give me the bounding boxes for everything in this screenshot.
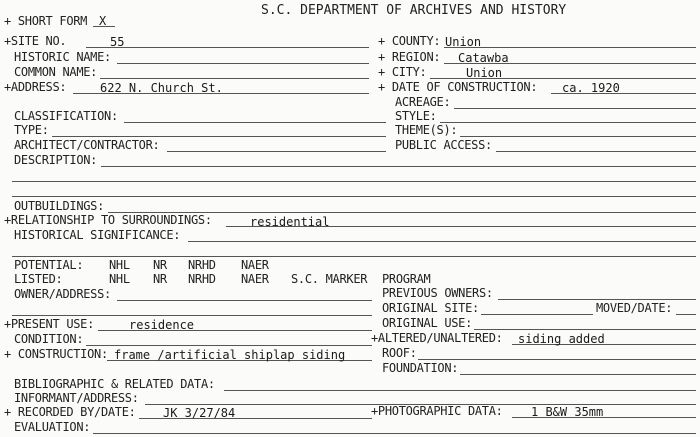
style-label: STYLE: bbox=[395, 109, 437, 123]
city-label: + CITY: bbox=[378, 65, 427, 79]
acreage-label: ACREAGE: bbox=[395, 95, 451, 109]
original-use-line bbox=[474, 329, 696, 330]
type-label: TYPE: bbox=[14, 123, 49, 137]
recorded-by-value: JK 3/27/84 bbox=[163, 406, 236, 420]
historical-significance-line-2 bbox=[12, 256, 696, 257]
original-use-label: ORIGINAL USE: bbox=[382, 316, 473, 330]
address-label: +ADDRESS: bbox=[4, 80, 67, 94]
construction-label: + CONSTRUCTION: bbox=[4, 347, 108, 361]
foundation-line bbox=[460, 374, 696, 375]
historical-significance-label: HISTORICAL SIGNIFICANCE: bbox=[14, 228, 181, 242]
original-site-label: ORIGINAL SITE: bbox=[382, 301, 479, 315]
short-form-mark: X bbox=[99, 14, 107, 28]
evaluation-label: EVALUATION: bbox=[14, 420, 91, 434]
site-no-line bbox=[86, 47, 369, 48]
foundation-label: FOUNDATION: bbox=[382, 361, 459, 375]
style-line bbox=[440, 122, 696, 123]
form-title: S.C. DEPARTMENT OF ARCHIVES AND HISTORY bbox=[261, 3, 567, 18]
photographic-data-value: 1 B&W 35mm bbox=[531, 405, 604, 419]
historical-significance-line bbox=[188, 241, 696, 242]
classification-label: CLASSIFICATION: bbox=[14, 109, 118, 123]
bibliographic-label: BIBLIOGRAPHIC & RELATED DATA: bbox=[14, 377, 215, 391]
potential-label: POTENTIAL: bbox=[14, 258, 84, 272]
type-line bbox=[52, 136, 386, 137]
relationship-label: +RELATIONSHIP TO SURROUNDINGS: bbox=[4, 213, 212, 227]
owner-address-label: OWNER/ADDRESS: bbox=[14, 287, 111, 301]
acreage-line bbox=[454, 108, 696, 109]
description-line-2 bbox=[12, 181, 696, 182]
potential-nhl: NHL bbox=[109, 258, 130, 272]
evaluation-line bbox=[93, 433, 696, 434]
present-use-label: +PRESENT USE: bbox=[4, 317, 95, 331]
public-access-label: PUBLIC ACCESS: bbox=[395, 138, 492, 152]
listed-label: LISTED: bbox=[14, 272, 63, 286]
date-of-construction-label: + DATE OF CONSTRUCTION: bbox=[378, 80, 538, 94]
potential-naer: NAER bbox=[241, 258, 269, 272]
relationship-value: residential bbox=[250, 215, 330, 229]
listed-nhl: NHL bbox=[109, 272, 130, 286]
classification-line bbox=[124, 122, 386, 123]
listed-program: PROGRAM bbox=[382, 272, 431, 286]
description-line-1 bbox=[101, 166, 696, 167]
listed-nrhd: NRHD bbox=[188, 272, 216, 286]
outbuildings-label: OUTBUILDINGS: bbox=[14, 199, 105, 213]
region-label: + REGION: bbox=[378, 50, 441, 64]
roof-line bbox=[418, 359, 696, 360]
date-of-construction-value: ca. 1920 bbox=[562, 81, 620, 95]
short-form-label: + SHORT FORM bbox=[4, 14, 88, 28]
historic-name-line bbox=[117, 63, 369, 64]
county-line bbox=[444, 47, 696, 48]
condition-label: CONDITION: bbox=[14, 332, 84, 346]
listed-nr: NR bbox=[153, 272, 167, 286]
region-value: Catawba bbox=[458, 51, 509, 65]
previous-owners-line bbox=[498, 299, 696, 300]
historic-name-label: HISTORIC NAME: bbox=[14, 50, 111, 64]
potential-nrhd: NRHD bbox=[188, 258, 216, 272]
moved-date-line bbox=[676, 314, 696, 315]
moved-date-label: MOVED/DATE: bbox=[596, 301, 673, 315]
original-site-line bbox=[481, 314, 593, 315]
construction-value: frame /artificial shiplap siding bbox=[114, 348, 346, 362]
common-name-line bbox=[100, 78, 369, 79]
owner-address-line bbox=[117, 300, 372, 301]
condition-line bbox=[86, 345, 372, 346]
potential-nr: NR bbox=[153, 258, 167, 272]
owner-address-line-2 bbox=[12, 315, 372, 316]
county-value: Union bbox=[445, 35, 482, 49]
themes-line bbox=[460, 136, 696, 137]
public-access-line bbox=[496, 151, 696, 152]
previous-owners-label: PREVIOUS OWNERS: bbox=[382, 286, 493, 300]
informant-label: INFORMANT/ADDRESS: bbox=[14, 391, 139, 405]
bibliographic-line bbox=[224, 390, 696, 391]
altered-value: siding added bbox=[518, 332, 605, 346]
description-line-3 bbox=[12, 196, 696, 197]
address-value: 622 N. Church St. bbox=[100, 81, 223, 95]
common-name-label: COMMON NAME: bbox=[14, 65, 98, 79]
altered-label: +ALTERED/UNALTERED: bbox=[371, 331, 503, 345]
present-use-value: residence bbox=[129, 318, 195, 332]
listed-naer: NAER bbox=[241, 272, 269, 286]
themes-label: THEME(S): bbox=[395, 123, 458, 137]
listed-sc-marker: S.C. MARKER bbox=[291, 272, 368, 286]
architect-contractor-label: ARCHITECT/CONTRACTOR: bbox=[14, 138, 160, 152]
photographic-data-label: +PHOTOGRAPHIC DATA: bbox=[371, 404, 503, 418]
description-label: DESCRIPTION: bbox=[14, 153, 98, 167]
roof-label: ROOF: bbox=[382, 346, 417, 360]
recorded-by-label: + RECORDED BY/DATE: bbox=[4, 405, 136, 419]
city-value: Union bbox=[466, 66, 503, 80]
architect-contractor-line bbox=[167, 151, 386, 152]
county-label: + COUNTY: bbox=[378, 34, 441, 48]
site-no-value: 55 bbox=[110, 35, 125, 49]
site-no-label: +SITE NO. bbox=[4, 34, 67, 48]
